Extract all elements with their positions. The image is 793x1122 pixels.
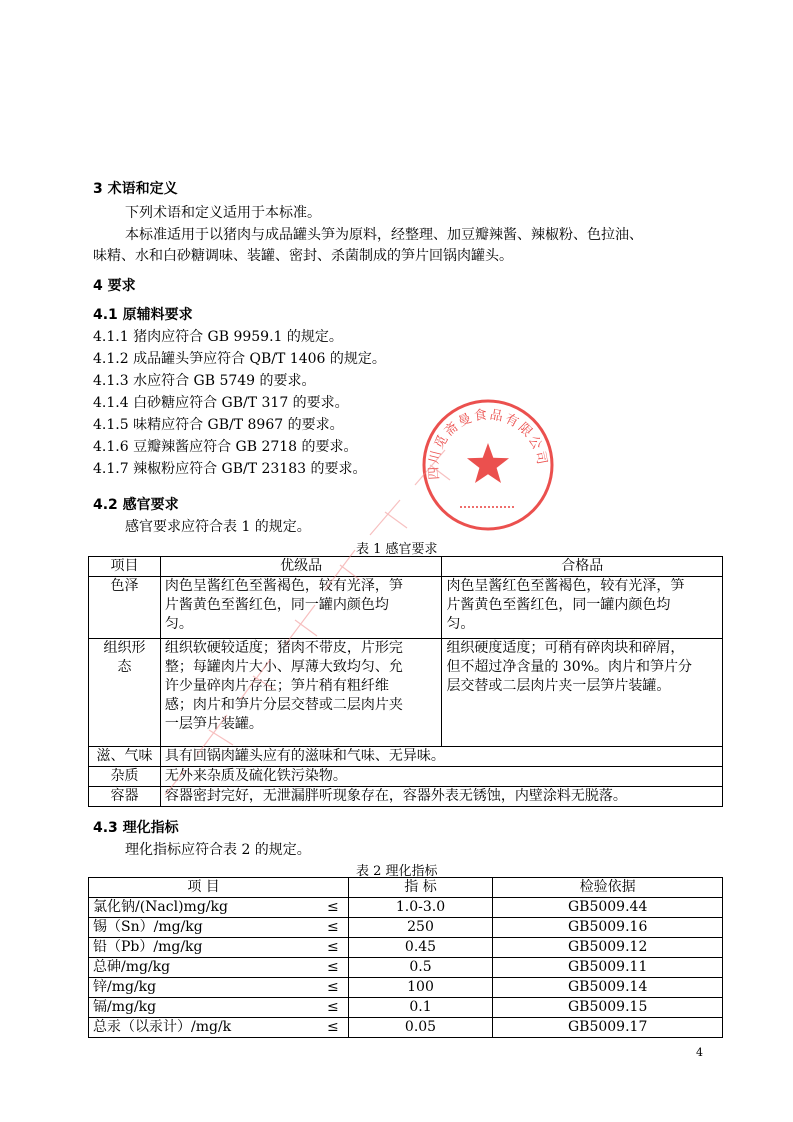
table-cell-premium: 肉色呈酱红色至酱褐色，较有光泽，笋 片酱黄色至酱红色，同一罐内颜色均 匀。 xyxy=(160,577,442,639)
table-cell-method: GB5009.17 xyxy=(493,1018,723,1038)
table-cell-value: 1.0-3.0 xyxy=(348,898,493,918)
table-row xyxy=(89,639,723,747)
section-4-2-heading: 4.2 感官要求 xyxy=(93,497,179,513)
table-cell-op: ≤ xyxy=(318,898,348,918)
table-cell-value: 0.05 xyxy=(348,1018,493,1038)
section-4-3-heading: 4.3 理化指标 xyxy=(93,820,179,836)
table-row xyxy=(89,1018,723,1038)
company-seal-icon xyxy=(418,395,558,535)
section-3-paragraph-1: 下列术语和定义适用于本标准。 xyxy=(125,205,321,221)
table-row xyxy=(89,938,723,958)
table-cell-item: 锌/mg/kg xyxy=(89,978,319,998)
table-cell-item: 组织形 态 xyxy=(89,639,161,747)
table-cell-op: ≤ xyxy=(318,978,348,998)
section-4-heading: 4 要求 xyxy=(93,278,136,294)
table-header-cell: 检验依据 xyxy=(493,878,723,898)
table-cell-premium: 组织软硬较适度；猪肉不带皮，片形完 整；每罐肉片大小、厚薄大致均匀、允 许少量碎肉片存在；笋片稍有粗纤维 感；肉片和笋片分层交替或二层肉片夹 一层笋片装罐。 xyxy=(160,639,442,747)
page-number: 4 xyxy=(696,1046,703,1059)
table-cell-op: ≤ xyxy=(318,918,348,938)
table-2-caption: 表 2 理化指标 xyxy=(356,864,438,879)
table-header-cell: 项目 xyxy=(89,557,161,577)
table-cell-op: ≤ xyxy=(318,1018,348,1038)
table-row xyxy=(89,898,723,918)
table-header-cell: 优级品 xyxy=(160,557,442,577)
table-cell-item: 锡（Sn）/mg/kg xyxy=(89,918,319,938)
section-4-3-intro: 理化指标应符合表 2 的规定。 xyxy=(125,842,311,858)
list-item: 4.1.3 水应符合 GB 5749 的要求。 xyxy=(93,373,316,389)
table-cell-merged: 无外来杂质及硫化铁污染物。 xyxy=(160,767,722,787)
table-cell-merged: 具有回锅肉罐头应有的滋味和气味、无异味。 xyxy=(160,747,722,767)
table-row xyxy=(89,767,723,787)
table-cell-item: 总汞（以汞计）/mg/k xyxy=(89,1018,319,1038)
table-cell-qualified: 组织硬度适度；可稍有碎肉块和碎屑， 但不超过净含量的 30%。肉片和笋片分 层交替或二层肉片夹一层笋片装罐。 xyxy=(442,639,723,747)
table-row xyxy=(89,577,723,639)
section-3-paragraph-2a: 本标准适用于以猪肉与成品罐头笋为原料，经整理、加豆瓣辣酱、辣椒粉、色拉油、 xyxy=(125,227,643,243)
list-item: 4.1.5 味精应符合 GB/T 8967 的要求。 xyxy=(93,417,344,433)
table-cell-item: 容器 xyxy=(89,787,161,807)
list-item: 4.1.4 白砂糖应符合 GB/T 317 的要求。 xyxy=(93,395,349,411)
table-cell-method: GB5009.44 xyxy=(493,898,723,918)
table-cell-item: 氯化钠/(Nacl)mg/kg xyxy=(89,898,319,918)
table-cell-item: 色泽 xyxy=(89,577,161,639)
list-item: 4.1.1 猪肉应符合 GB 9959.1 的规定。 xyxy=(93,329,343,345)
table-row xyxy=(89,978,723,998)
section-3-heading: 3 术语和定义 xyxy=(93,181,178,197)
physicochemical-table xyxy=(88,877,723,1038)
table-cell-item: 镉/mg/kg xyxy=(89,998,319,1018)
table-header-cell: 指 标 xyxy=(348,878,493,898)
table-row xyxy=(89,958,723,978)
table-header-row xyxy=(89,878,723,898)
table-cell-op: ≤ xyxy=(318,998,348,1018)
table-cell-item: 总砷/mg/kg xyxy=(89,958,319,978)
table-row xyxy=(89,998,723,1018)
table-header-cell: 项 目 xyxy=(89,878,319,898)
list-item: 4.1.2 成品罐头笋应符合 QB/T 1406 的规定。 xyxy=(93,351,386,367)
section-4-1-heading: 4.1 原辅料要求 xyxy=(93,307,193,323)
table-cell-merged: 容器密封完好，无泄漏胖听现象存在，容器外表无锈蚀，内壁涂料无脱落。 xyxy=(160,787,722,807)
seal-text: 四川觅斋曼食品有限公司 xyxy=(426,407,550,481)
table-row xyxy=(89,747,723,767)
table-cell-method: GB5009.11 xyxy=(493,958,723,978)
table-cell-method: GB5009.16 xyxy=(493,918,723,938)
table-cell-method: GB5009.15 xyxy=(493,998,723,1018)
table-cell-op: ≤ xyxy=(318,938,348,958)
table-header-row xyxy=(89,557,723,577)
table-cell-item: 杂质 xyxy=(89,767,161,787)
table-cell-value: 100 xyxy=(348,978,493,998)
table-cell-value: 0.5 xyxy=(348,958,493,978)
table-cell-item: 铅（Pb）/mg/kg xyxy=(89,938,319,958)
section-4-2-intro: 感官要求应符合表 1 的规定。 xyxy=(125,519,311,535)
table-cell-value: 0.1 xyxy=(348,998,493,1018)
table-row xyxy=(89,787,723,807)
table-cell-item: 滋、气味 xyxy=(89,747,161,767)
table-cell-value: 0.45 xyxy=(348,938,493,958)
sensory-table xyxy=(88,556,723,807)
table-cell-qualified: 肉色呈酱红色至酱褐色，较有光泽，笋 片酱黄色至酱红色，同一罐内颜色均 匀。 xyxy=(442,577,723,639)
table-cell-value: 250 xyxy=(348,918,493,938)
section-3-paragraph-2b: 味精、水和白砂糖调味、装罐、密封、杀菌制成的笋片回锅肉罐头。 xyxy=(93,248,513,264)
table-1-caption: 表 1 感官要求 xyxy=(356,542,438,557)
table-row xyxy=(89,918,723,938)
table-cell-method: GB5009.12 xyxy=(493,938,723,958)
table-cell-method: GB5009.14 xyxy=(493,978,723,998)
list-item: 4.1.6 豆瓣辣酱应符合 GB 2718 的要求。 xyxy=(93,439,358,455)
table-cell-op: ≤ xyxy=(318,958,348,978)
list-item: 4.1.7 辣椒粉应符合 GB/T 23183 的要求。 xyxy=(93,461,367,477)
table-header-cell: 合格品 xyxy=(442,557,723,577)
